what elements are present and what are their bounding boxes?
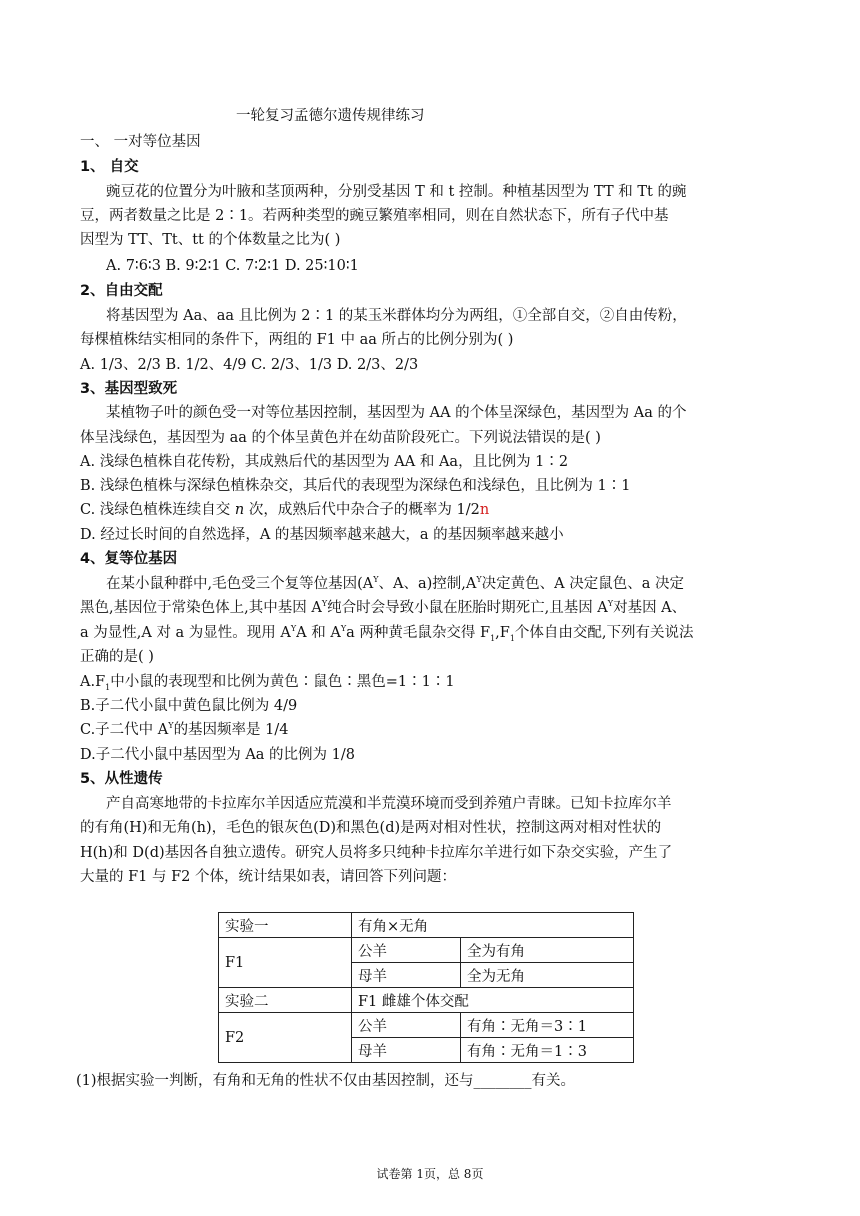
table-cell: 实验二 (219, 988, 352, 1013)
q2-text-line: 将基因型为 Aa、aa 且比例为 2∶1 的某玉米群体均分为两组，①全部自交，②自由传粉， (106, 308, 687, 324)
table-cell: F2 (219, 1013, 352, 1063)
table-cell: F1 (219, 938, 352, 988)
q4-text-line: 正确的是( ) (80, 649, 154, 665)
q4-option-b: B.子二代小鼠中黄色鼠比例为 4/9 (80, 698, 298, 714)
document-title: 一轮复习孟德尔遗传规律练习 (236, 108, 425, 124)
q1-heading: 1、 自交 (80, 159, 139, 175)
q5-text-line: 大量的 F1 与 F2 个体，统计结果如表，请回答下列问题： (80, 869, 457, 885)
section-heading-1: 一、 一对等位基因 (80, 134, 201, 150)
table-cell: 有角×无角 (352, 913, 634, 938)
q5-heading: 5、从性遗传 (80, 771, 163, 787)
q1-text-line: 因型为 TT、Tt、tt 的个体数量之比为( ) (80, 232, 341, 248)
q3-option-c: C. 浅绿色植株连续自交 n 次，成熟后代中杂合子的概率为 1/2n (80, 502, 490, 518)
table-cell: 母羊 (352, 1038, 461, 1063)
q5-text-line: 产自高寒地带的卡拉库尔羊因适应荒漠和半荒漠环境而受到养殖户青睐。已知卡拉库尔羊 (106, 796, 672, 812)
experiment-table (218, 912, 634, 1063)
q4-text-line: a 为显性,A 对 a 为显性。现用 $A^YA$ 和 $A^Ya$ 两种黄毛鼠杂交得 $F_1,F_1$个体自由交配,下列有关说法 (80, 624, 694, 643)
table-row (219, 1013, 634, 1038)
q3-text-line: 某植物子叶的颜色受一对等位基因控制，基因型为 AA 的个体呈深绿色，基因型为 Aa 的个 (106, 405, 687, 421)
q1-options: A. 7∶6∶3 B. 9∶2∶1 C. 7∶2∶1 D. 25∶10∶1 (106, 258, 359, 274)
q3-option-d: D. 经过长时间的自然选择，A 的基因频率越来越大，a 的基因频率越来越小 (80, 527, 564, 543)
table-cell: 有角∶无角＝3∶1 (461, 1013, 634, 1038)
q1-text-line: 豆，两者数量之比是 2∶1。若两种类型的豌豆繁殖率相同，则在自然状态下，所有子代中基 (80, 208, 669, 224)
table-cell: 全为无角 (461, 963, 634, 988)
table-row (219, 938, 634, 963)
q2-text-line: 每棵植株结实相同的条件下，两组的 F1 中 aa 所占的比例分别为( ) (80, 332, 514, 348)
q4-option-d: D.子二代小鼠中基因型为 Aa 的比例为 1/8 (80, 747, 355, 763)
table-cell: 有角∶无角＝1∶3 (461, 1038, 634, 1063)
table-cell: F1 雌雄个体交配 (352, 988, 634, 1013)
table-cell: 实验一 (219, 913, 352, 938)
page-footer: 试卷第 1页，总 8页 (376, 1167, 484, 1181)
q5-subquestion-1: (1)根据实验一判断，有角和无角的性状不仅由基因控制，还与________有关。 (76, 1073, 576, 1089)
q2-heading: 2、自由交配 (80, 283, 163, 299)
q2-options: A. 1/3、2/3 B. 1/2、4/9 C. 2/3、1/3 D. 2/3、2/3 (80, 357, 419, 373)
q4-option-a: $A.F_1$中小鼠的表现型和比例为黄色∶鼠色∶黑色=1∶1∶1 (80, 674, 455, 692)
q5-text-line: H(h)和 D(d)基因各自独立遗传。研究人员将多只纯种卡拉库尔羊进行如下杂交实验，产生了 (80, 845, 673, 861)
table-row (219, 913, 634, 938)
q1-text-line: 豌豆花的位置分为叶腋和茎顶两种，分别受基因 T 和 t 控制。种植基因型为 TT 和 Tt 的豌 (106, 184, 687, 200)
table-row (219, 988, 634, 1013)
table-cell: 全为有角 (461, 938, 634, 963)
q3-heading: 3、基因型致死 (80, 381, 178, 397)
q4-text-line: 黑色,基因位于常染色体上,其中基因 $A^Y$纯合时会导致小鼠在胚胎时期死亡,且基因 $A^Y$对基因 A、 (80, 599, 687, 616)
table-cell: 公羊 (352, 938, 461, 963)
q4-option-c: C.子二代中 $A^Y$的基因频率是 1/4 (80, 721, 289, 738)
table-cell: 公羊 (352, 1013, 461, 1038)
q3-option-a: A. 浅绿色植株自花传粉，其成熟后代的基因型为 AA 和 Aa，且比例为 1∶2 (80, 454, 569, 470)
q3-text-line: 体呈浅绿色，基因型为 aa 的个体呈黄色并在幼苗阶段死亡。下列说法错误的是( ) (80, 430, 601, 446)
q4-text-line: 在某小鼠种群中,毛色受三个复等位基因($A^Y$、A、a)控制$,A^Y$决定黄色、A 决定鼠色、a 决定 (106, 575, 685, 592)
q5-text-line: 的有角(H)和无角(h)，毛色的银灰色(D)和黑色(d)是两对相对性状，控制这两对相对性状的 (80, 820, 662, 836)
q4-heading: 4、复等位基因 (80, 551, 178, 567)
table-cell: 母羊 (352, 963, 461, 988)
q3-option-b: B. 浅绿色植株与深绿色植株杂交，其后代的表现型为深绿色和浅绿色，且比例为 1∶1 (80, 478, 631, 494)
